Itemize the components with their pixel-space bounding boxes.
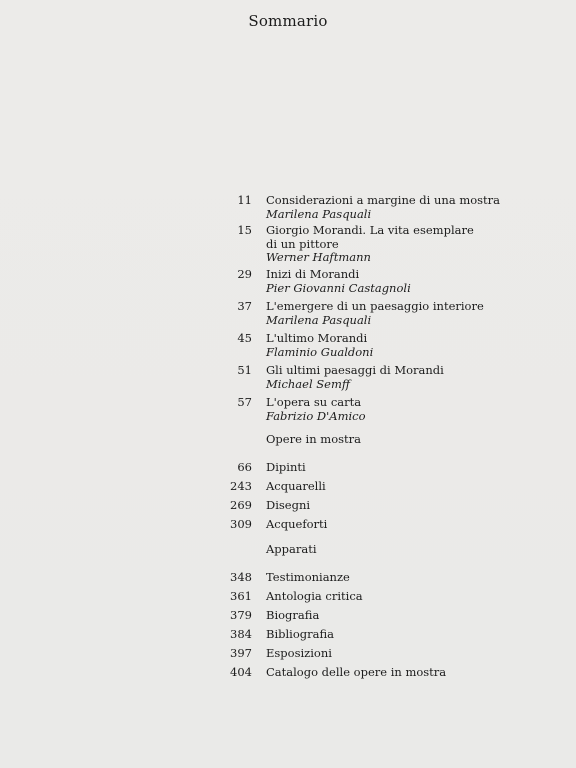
entry-title-line: Gli ultimi paesaggi di Morandi [266, 363, 444, 377]
page-number: 51 [237, 363, 252, 377]
page-number: 384 [230, 627, 252, 641]
entry-label: Biografia [266, 608, 320, 622]
entry-title-line: Considerazioni a margine di una mostra [266, 193, 501, 207]
page-number: 66 [237, 460, 252, 474]
entry-label: Disegni [266, 498, 311, 512]
entry-label: Testimonianze [266, 570, 350, 584]
entry-text [266, 268, 566, 295]
entry-text [266, 364, 566, 391]
page-number: 57 [237, 395, 252, 409]
entry-label: Acquarelli [266, 479, 326, 493]
page-number: 269 [230, 498, 252, 512]
entry-label: Esposizioni [266, 646, 332, 660]
entry-author: Fabrizio D'Amico [266, 408, 366, 423]
entry-label: Bibliografia [266, 627, 335, 641]
page-number: 379 [230, 608, 252, 622]
entry-author: Pier Giovanni Castagnoli [266, 280, 411, 295]
entry-title-line: L'ultimo Morandi [266, 331, 368, 345]
entry-author: Werner Haftmann [266, 250, 371, 265]
page-number: 45 [237, 331, 252, 345]
page-title: Sommario [248, 12, 328, 30]
page-number: 11 [237, 193, 252, 207]
page-number: 37 [237, 299, 252, 313]
page-number: 243 [230, 479, 252, 493]
entry-author: Marilena Pasquali [266, 312, 372, 327]
page-number: 29 [237, 267, 252, 281]
entry-text [266, 194, 566, 221]
page-number: 404 [230, 665, 252, 679]
section-heading-opere: Opere in mostra [266, 432, 361, 446]
entry-label: Catalogo delle opere in mostra [266, 665, 447, 679]
page-number: 309 [230, 517, 252, 531]
entry-text [266, 396, 566, 423]
page-number: 348 [230, 570, 252, 584]
entry-title-line: di un pittore [266, 236, 339, 251]
entry-title-line: L'emergere di un paesaggio interiore [266, 299, 484, 313]
entry-label: Acqueforti [266, 517, 328, 531]
page-number: 397 [230, 646, 252, 660]
entry-text [266, 332, 566, 359]
entry-title-line: L'opera su carta [266, 395, 362, 409]
page-number: 361 [230, 589, 252, 603]
entry-title-line: Inizi di Morandi [266, 267, 360, 281]
entry-text [266, 300, 566, 327]
entry-label: Antologia critica [266, 589, 363, 603]
entry-author: Flaminio Gualdoni [266, 344, 374, 359]
entry-author: Michael Semff [266, 376, 351, 391]
entry-title-line: Giorgio Morandi. La vita esemplare [266, 223, 474, 237]
entry-author: Marilena Pasquali [266, 206, 372, 221]
page-number: 15 [237, 223, 252, 237]
entry-text [266, 224, 566, 265]
section-heading-apparati: Apparati [266, 542, 317, 556]
entry-label: Dipinti [266, 460, 306, 474]
